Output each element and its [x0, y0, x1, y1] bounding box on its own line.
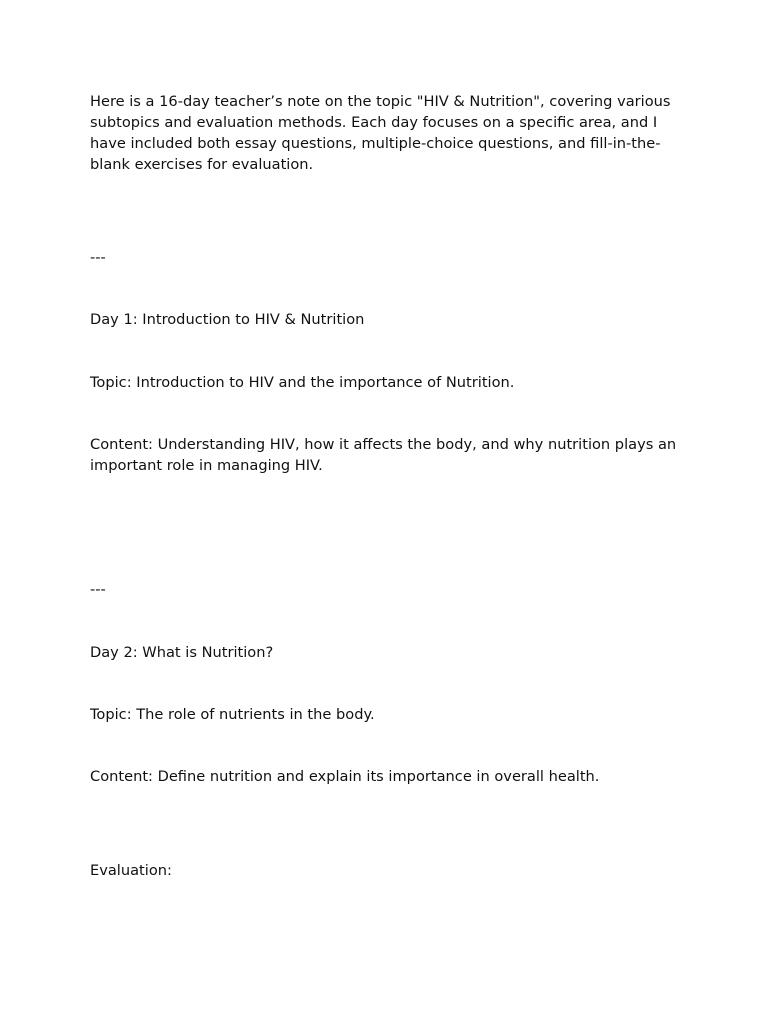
day2-evaluation-label: Evaluation: [90, 862, 172, 879]
day1-heading: Day 1: Introduction to HIV & Nutrition [90, 311, 365, 328]
intro-paragraph: Here is a 16-day teacher’s note on the topic "HIV & Nutrition", covering various subtopics and evaluation methods. Each day focuses on a specific area, and I have included both essay questions, multiple-choice questions, and fill-in-the-blank exercises for evaluation. [90, 93, 671, 173]
day1-topic: Topic: Introduction to HIV and the importance of Nutrition. [90, 374, 515, 391]
separator: --- [90, 249, 106, 266]
separator: --- [90, 581, 106, 598]
day1-content: Content: Understanding HIV, how it affects the body, and why nutrition plays an important role in managing HIV. [90, 436, 677, 474]
day2-topic: Topic: The role of nutrients in the body. [90, 706, 375, 723]
day2-content: Content: Define nutrition and explain its importance in overall health. [90, 768, 600, 785]
day2-heading: Day 2: What is Nutrition? [90, 644, 274, 661]
